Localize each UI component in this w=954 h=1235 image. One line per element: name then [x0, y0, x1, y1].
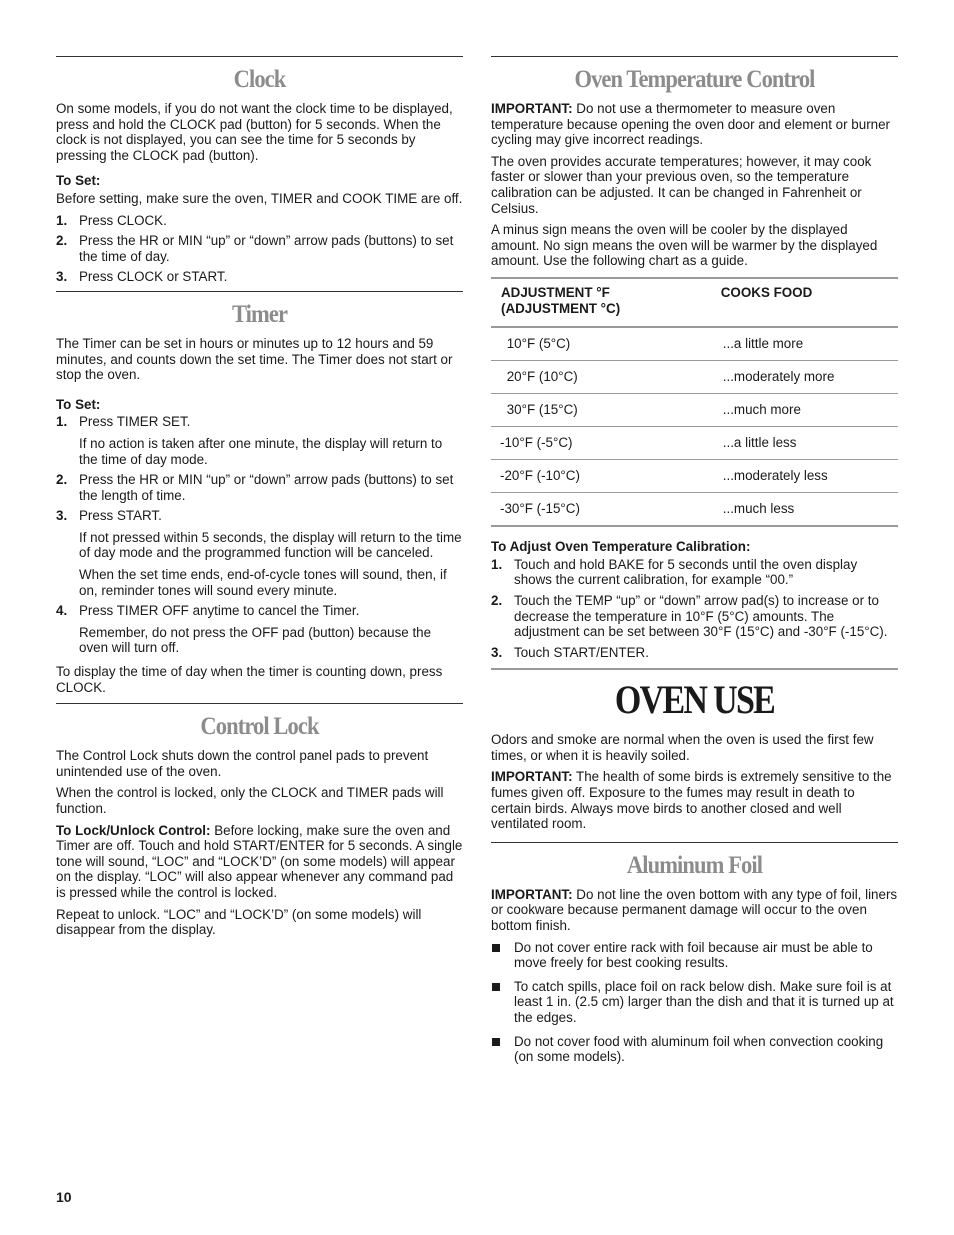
step-note: Remember, do not press the OFF pad (button) because the oven will turn off. [79, 624, 432, 656]
cell-adjustment: 10°F (5°C) [491, 327, 711, 361]
list-item [56, 472, 463, 503]
list-item [491, 645, 898, 661]
step-note: When the set time ends, end-of-cycle tones will sound, then, if on, reminder tones will sound every minute. [79, 567, 447, 598]
list-item [56, 233, 463, 264]
step-number: 2. [56, 233, 68, 249]
cell-cooks-food: ...a little more [711, 327, 898, 361]
bullet-text: To catch spills, place foil on rack below dish. Make sure foil is at least 1 in. (2.5 cm) larger than the dish and that it is turned up at the edges. [514, 978, 894, 1025]
table-row [491, 327, 898, 361]
oven-temp-p3: A minus sign means the oven will be cooler by the displayed amount. No sign means the oven will be warmer by the displayed amount. Use the following chart as a guide. [491, 222, 878, 269]
step-text: Touch the TEMP “up” or “down” arrow pad(s) to increase or to decrease the temperature in 10°F (5°C) amounts. The adjustment can be set between 30°F (15°C) and -30°F (-15°C). [514, 592, 888, 640]
step-text: Press TIMER OFF anytime to cancel the Timer. [79, 603, 360, 619]
oven-temp-p2: The oven provides accurate temperatures; however, it may cook faster or slower than your previous oven, so the temperature calibration can be adjusted. It can be changed in Fahrenheit or Celsius. [491, 153, 872, 216]
header-cooks-food: COOKS FOOD [711, 278, 898, 327]
section-divider [56, 291, 463, 292]
step-text: Press TIMER SET. [79, 414, 191, 430]
cell-cooks-food: ...a little less [711, 427, 898, 460]
oven-temp-title: Oven Temperature Control [574, 66, 815, 93]
left-column [56, 56, 463, 944]
control-lock-title: Control Lock [200, 713, 319, 741]
clock-title: Clock [233, 66, 286, 93]
list-item [491, 593, 898, 640]
header-adjustment-f: ADJUSTMENT °F [501, 284, 610, 300]
clock-section [56, 56, 463, 285]
section-divider [56, 56, 463, 57]
step-number: 3. [491, 644, 503, 660]
section-divider [491, 842, 898, 843]
timer-title: Timer [231, 300, 288, 328]
important-label: IMPORTANT: [491, 101, 573, 116]
cell-adjustment: 20°F (10°C) [491, 361, 711, 394]
bullet-text: Do not cover entire rack with foil because air must be able to move freely for best cooking results. [514, 939, 873, 971]
aluminum-foil-section [491, 842, 898, 1065]
control-lock-p3-label: To Lock/Unlock Control: [56, 822, 211, 838]
bullet-text: Do not cover food with aluminum foil when convection cooking (on some models). [514, 1033, 884, 1065]
list-item [491, 557, 898, 588]
list-item [56, 414, 463, 467]
right-column [491, 56, 898, 1073]
calibration-table [491, 277, 898, 527]
clock-to-set-text: Before setting, make sure the oven, TIMER and COOK TIME are off. [56, 190, 463, 206]
aluminum-foil-important [491, 887, 898, 934]
control-lock-p1: The Control Lock shuts down the control panel pads to prevent unintended use of the oven. [56, 748, 429, 779]
table-row [491, 394, 898, 427]
important-text: The health of some birds is extremely sensitive to the fumes given off. Exposure to the fumes may result in death to certain birds. Always move birds to another closed and well ventilated room. [491, 769, 892, 832]
section-divider [56, 703, 463, 704]
oven-use-title: OVEN USE [614, 677, 775, 723]
table-row [491, 493, 898, 527]
clock-to-set-label: To Set: [56, 173, 101, 189]
step-number: 3. [56, 508, 68, 524]
control-lock-p2: When the control is locked, only the CLOCK and TIMER pads will function. [56, 785, 444, 816]
important-label: IMPORTANT: [491, 769, 573, 785]
step-text: Press START. [79, 508, 162, 524]
control-lock-p3 [56, 823, 463, 901]
timer-footer: To display the time of day when the timer is counting down, press CLOCK. [56, 664, 443, 695]
step-text: Touch and hold BAKE for 5 seconds until the oven display shows the current calibration, for example “00.” [514, 556, 858, 588]
section-divider [491, 56, 898, 57]
control-lock-p3-text: Before locking, make sure the oven and Timer are off. Touch and hold START/ENTER for 5 seconds. A single tone will sound, “LOC” and “LOCK’D” (on some models) will appear on the display. “LOC” will also appear whenever any command pad is pressed while the control is locked. [56, 822, 463, 900]
cell-adjustment: -30°F (-15°C) [500, 501, 580, 517]
step-number: 3. [56, 269, 68, 285]
step-text: Press CLOCK. [79, 212, 167, 228]
timer-intro: The Timer can be set in hours or minutes up to 12 hours and 59 minutes, and counts down the set time. The Timer does not start or stop the oven. [56, 335, 453, 383]
step-text: Press the HR or MIN “up” or “down” arrow pads (buttons) to set the time of day. [79, 233, 454, 264]
timer-steps [56, 414, 463, 656]
table-row [491, 361, 898, 394]
step-text: Touch START/ENTER. [514, 644, 649, 660]
list-item [491, 1034, 898, 1065]
step-number: 1. [491, 556, 503, 572]
cell-adjustment: 30°F (15°C) [491, 394, 711, 427]
clock-steps [56, 213, 463, 285]
list-item [56, 269, 463, 285]
cell-cooks-food: ...moderately less [711, 460, 898, 493]
important-label: IMPORTANT: [491, 886, 573, 902]
oven-use-section [491, 668, 898, 832]
table-row [491, 427, 898, 460]
foil-bullets [491, 940, 898, 1065]
list-item [491, 979, 898, 1026]
cell-cooks-food: ...much less [722, 501, 795, 517]
oven-use-p1: Odors and smoke are normal when the oven is used the first few times, or when it is heavily soiled. [491, 732, 874, 763]
section-divider [491, 668, 898, 670]
aluminum-foil-title: Aluminum Foil [626, 851, 763, 879]
step-number: 1. [56, 414, 68, 430]
important-text: Do not use a thermometer to measure oven temperature because opening the oven door and element or burner cycling may give incorrect readings. [491, 101, 891, 148]
cell-adjustment: -20°F (-10°C) [491, 460, 711, 493]
oven-temp-section [491, 56, 898, 660]
header-adjustment-c: (ADJUSTMENT °C) [501, 300, 621, 316]
step-number: 1. [56, 212, 68, 228]
step-note: If no action is taken after one minute, the display will return to the time of day mode. [79, 435, 443, 467]
calibration-steps [491, 557, 898, 661]
step-number: 2. [56, 472, 68, 488]
clock-intro: On some models, if you do not want the clock time to be displayed, press and hold the CLOCK pad (button) for 5 seconds. When the clock is not displayed, you can see the time for 5 seconds by pressing the CLOCK pad (button). [56, 101, 453, 163]
page-number: 10 [56, 1189, 72, 1205]
cell-adjustment: -10°F (-5°C) [491, 427, 711, 460]
square-bullet-icon [492, 944, 500, 952]
header-adjustment [491, 278, 711, 327]
oven-temp-important [491, 101, 898, 148]
square-bullet-icon [492, 983, 500, 991]
list-item [56, 508, 463, 598]
list-item [491, 940, 898, 971]
step-text: Press the HR or MIN “up” or “down” arrow pads (buttons) to set the length of time. [79, 472, 454, 503]
step-note: If not pressed within 5 seconds, the display will return to the time of day mode and the programmed function will be canceled. [79, 529, 462, 561]
control-lock-section [56, 703, 463, 938]
step-number: 2. [491, 592, 503, 608]
timer-to-set-label: To Set: [56, 396, 101, 412]
control-lock-p4: Repeat to unlock. “LOC” and “LOCK’D” (on some models) will disappear from the display. [56, 906, 422, 938]
table-header-row [491, 278, 898, 327]
step-text: Press CLOCK or START. [79, 269, 228, 285]
list-item [56, 603, 463, 656]
square-bullet-icon [492, 1038, 500, 1046]
list-item [56, 213, 463, 229]
adjust-calibration-label: To Adjust Oven Temperature Calibration: [491, 539, 751, 555]
cell-cooks-food: ...much more [711, 394, 898, 427]
important-text: Do not line the oven bottom with any type of foil, liners or cookware because permanent damage will occur to the oven bottom finish. [491, 886, 898, 934]
timer-section [56, 291, 463, 695]
table-row [491, 460, 898, 493]
oven-use-important [491, 769, 898, 831]
cell-cooks-food: ...moderately more [711, 361, 898, 394]
step-number: 4. [56, 603, 68, 619]
